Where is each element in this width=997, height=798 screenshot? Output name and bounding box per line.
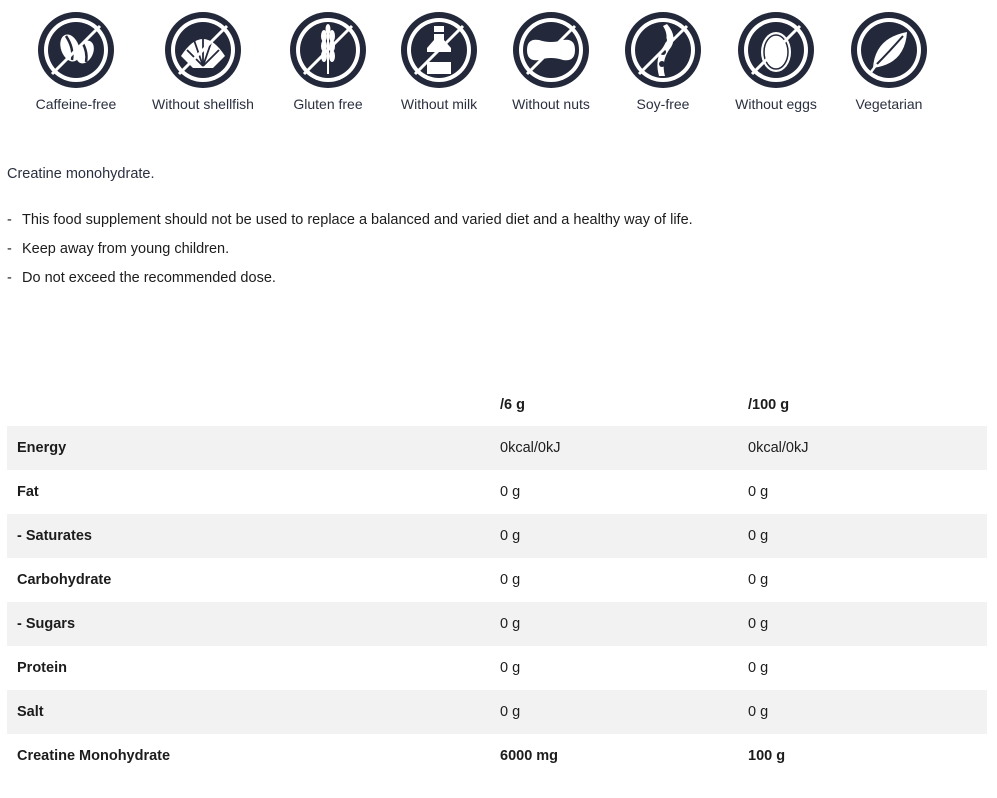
header-nutrient bbox=[7, 384, 500, 426]
table-row bbox=[7, 646, 987, 690]
nutrient-name: Creatine Monohydrate bbox=[17, 748, 171, 764]
warnings-list bbox=[7, 210, 693, 297]
per-100g-value: 0 g bbox=[748, 616, 769, 632]
badge-vegetarian bbox=[819, 10, 959, 112]
per-serving-value: 0 g bbox=[500, 660, 521, 676]
per-100g-value: 0 g bbox=[748, 572, 769, 588]
per-serving-value: 0 g bbox=[500, 484, 521, 500]
badge-label: Without milk bbox=[400, 96, 478, 112]
per-100g-value: 100 g bbox=[748, 748, 786, 764]
per-serving-value: 0 g bbox=[500, 572, 521, 588]
warning-text: This food supplement should not be used to replace a balanced and varied diet and a healthy way of life. bbox=[22, 212, 693, 228]
per-serving-value: 0 g bbox=[500, 616, 521, 632]
table-row bbox=[7, 514, 987, 558]
nutrition-table bbox=[7, 384, 987, 778]
per-100g-value: 0 g bbox=[748, 484, 769, 500]
per-serving-value: 0 g bbox=[500, 704, 521, 720]
per-serving-value: 6000 mg bbox=[500, 748, 559, 764]
warning-item: - Do not exceed the recommended dose. bbox=[7, 270, 276, 286]
badge-without-shellfish bbox=[133, 10, 273, 112]
nutrient-name: Carbohydrate bbox=[17, 572, 112, 588]
header-per-serving: /6 g bbox=[500, 397, 525, 413]
leaf-icon bbox=[849, 10, 929, 90]
badge-label: Caffeine-free bbox=[35, 96, 117, 112]
table-row bbox=[7, 426, 987, 470]
nutrient-name: - Sugars bbox=[17, 616, 76, 632]
per-100g-value: 0 g bbox=[748, 528, 769, 544]
egg-icon bbox=[736, 10, 816, 90]
nutrient-name: Fat bbox=[17, 484, 39, 500]
nutrient-name: Protein bbox=[17, 660, 67, 676]
table-row bbox=[7, 734, 987, 778]
per-serving-value: 0kcal/0kJ bbox=[500, 440, 561, 456]
table-row bbox=[7, 690, 987, 734]
badge-label: Without shellfish bbox=[152, 96, 254, 112]
badge-caffeine-free bbox=[6, 10, 146, 112]
diet-badges bbox=[0, 10, 997, 120]
warning-item: - Keep away from young children. bbox=[7, 241, 230, 257]
badge-label: Soy-free bbox=[636, 96, 690, 112]
nutrient-name: Energy bbox=[17, 440, 67, 456]
per-100g-value: 0 g bbox=[748, 704, 769, 720]
badge-label: Without nuts bbox=[512, 96, 590, 112]
wheat-icon bbox=[288, 10, 368, 90]
shellfish-icon bbox=[163, 10, 243, 90]
badge-label: Vegetarian bbox=[855, 96, 923, 112]
peanut-icon bbox=[511, 10, 591, 90]
soy-pod-icon bbox=[623, 10, 703, 90]
nutrient-name: Salt bbox=[17, 704, 44, 720]
badge-label: Without eggs bbox=[735, 96, 817, 112]
nutrition-header-row bbox=[7, 384, 987, 426]
warning-item: - This food supplement should not be used to replace a balanced and varied diet and a healthy way of life. bbox=[7, 212, 693, 228]
badge-label: Gluten free bbox=[293, 96, 363, 112]
per-serving-value: 0 g bbox=[500, 528, 521, 544]
ingredients-text: Creatine monohydrate. bbox=[7, 166, 155, 182]
warning-text: Keep away from young children. bbox=[22, 241, 230, 257]
table-row bbox=[7, 602, 987, 646]
header-per-100g: /100 g bbox=[748, 397, 790, 413]
nutrient-name: - Saturates bbox=[17, 528, 92, 544]
table-row bbox=[7, 470, 987, 514]
milk-bottle-icon bbox=[399, 10, 479, 90]
table-row bbox=[7, 558, 987, 602]
warning-text: Do not exceed the recommended dose. bbox=[22, 270, 276, 286]
per-100g-value: 0 g bbox=[748, 660, 769, 676]
per-100g-value: 0kcal/0kJ bbox=[748, 440, 809, 456]
coffee-bean-icon bbox=[36, 10, 116, 90]
